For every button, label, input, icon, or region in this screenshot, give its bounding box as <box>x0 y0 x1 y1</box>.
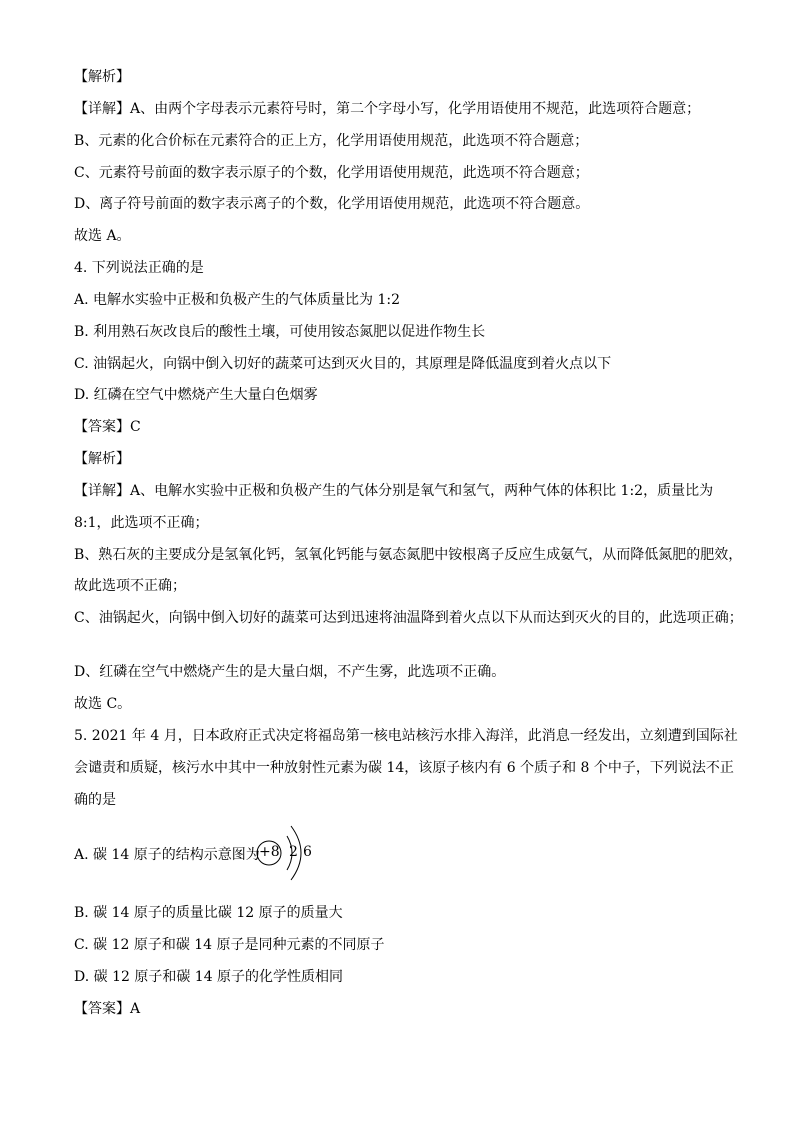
text-line-detail1: 【详解】A、由两个字母表示元素符号时，第二个字母小写，化学用语使用不规范，此选项符合题意； <box>74 101 701 117</box>
text-line-q5c: 确的是 <box>74 792 116 808</box>
text-line-q5: 5. 2021 年 4 月，日本政府正式决定将福岛第一核电站核污水排入海洋，此消息一经发出，立刻遭到国际社 <box>74 728 738 744</box>
text-line-detail4: 【详解】A、电解水实验中正极和负极产生的气体分别是氧气和氢气，两种气体的体积比 1:2，质量比为 <box>74 483 714 499</box>
text-line-b4: B、熟石灰的主要成分是氢氧化钙，氢氧化钙能与氨态氮肥中铵根离子反应生成氨气，从而降低氮肥的肥效， <box>74 547 743 563</box>
text-line-jiexi1: 【解析】 <box>74 69 130 85</box>
shell-2-electrons: 6 <box>303 844 312 860</box>
text-line-q4b: B. 利用熟石灰改良后的酸性土壤，可使用铵态氮肥以促进作物生长 <box>74 324 486 340</box>
text-line-q4: 4. 下列说法正确的是 <box>74 260 204 276</box>
text-line-ans1: 故选 A。 <box>74 228 131 244</box>
text-line-daan5: 【答案】A <box>74 1001 141 1017</box>
text-line-c4: C、油锅起火，向锅中倒入切好的蔬菜可达到迅速将油温降到着火点以下从而达到灭火的目的，此选项正确； <box>74 610 743 626</box>
text-line-q4d: D. 红磷在空气中燃烧产生大量白色烟雾 <box>74 387 318 403</box>
nucleus-charge: +8 <box>259 844 280 860</box>
text-line-b4b: 故此选项不正确； <box>74 578 186 594</box>
text-line-q5copt: C. 碳 12 原子和碳 14 原子是同种元素的不同原子 <box>74 937 385 953</box>
shell-1-electrons: 2 <box>289 844 298 860</box>
text-line-q4c: C. 油锅起火，向锅中倒入切好的蔬菜可达到灭火目的，其原理是降低温度到着火点以下 <box>74 356 612 372</box>
atom-structure-diagram <box>253 818 317 888</box>
text-line-detail4b: 8:1，此选项不正确； <box>74 515 209 531</box>
text-line-q5a: A. 碳 14 原子的结构示意图为 <box>74 847 260 863</box>
text-line-c1: C、元素符号前面的数字表示原子的个数，化学用语使用规范，此选项不符合题意； <box>74 165 589 181</box>
text-line-d4: D、红磷在空气中燃烧产生的是大量白烟，不产生雾，此选项不正确。 <box>74 664 506 680</box>
text-line-daan4: 【答案】C <box>74 419 141 435</box>
text-line-q5dopt: D. 碳 12 原子和碳 14 原子的化学性质相同 <box>74 969 344 985</box>
text-line-q4a: A. 电解水实验中正极和负极产生的气体质量比为 1:2 <box>74 292 400 308</box>
text-line-d1: D、离子符号前面的数字表示离子的个数，化学用语使用规范，此选项不符合题意。 <box>74 196 590 212</box>
text-line-ans4: 故选 C。 <box>74 696 132 712</box>
text-line-q5b: 会谴责和质疑，核污水中其中一种放射性元素为碳 14，该原子核内有 6 个质子和 8 个中子，下列说法不正 <box>74 760 734 776</box>
text-line-jiexi4: 【解析】 <box>74 451 130 467</box>
text-line-b1: B、元素的化合价标在元素符合的正上方，化学用语使用规范，此选项不符合题意； <box>74 133 589 149</box>
text-line-q5bopt: B. 碳 14 原子的质量比碳 12 原子的质量大 <box>74 905 343 921</box>
